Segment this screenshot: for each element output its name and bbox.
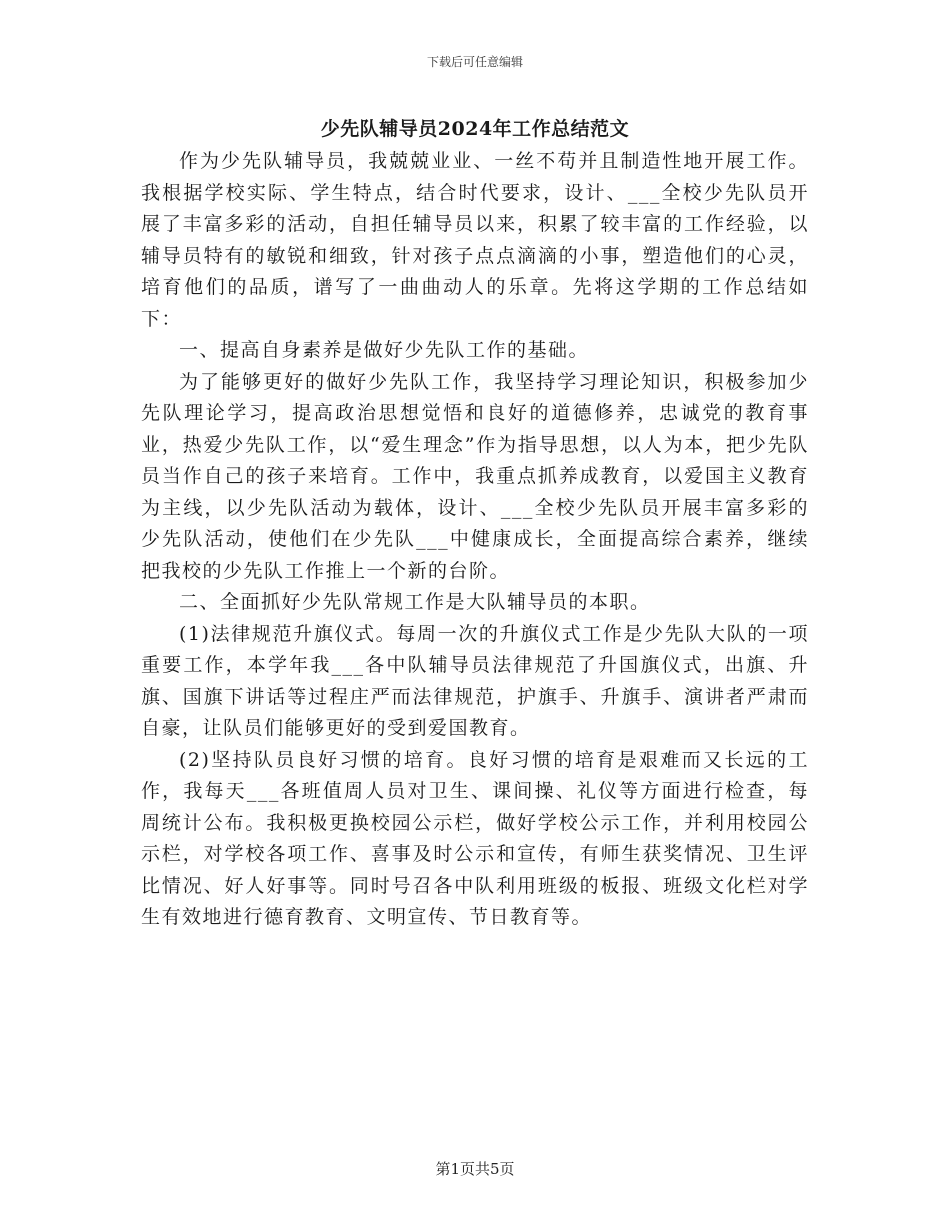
document-title: 少先队辅导员2024年工作总结范文 [320, 118, 630, 140]
header-note: 下载后可任意编辑 [426, 55, 523, 69]
document-body [141, 146, 809, 934]
section-heading-1: 一、提高自身素养是做好少先队工作的基础。 [179, 339, 590, 361]
paragraph-intro: 作为少先队辅导员，我兢兢业业、一丝不苟并且制造性地开展工作。我根据学校实际、学生特点，结合时代要求，设计、___全校少先队员开展了丰富多彩的活动，自担任辅导员以来，积累了较丰富的工作经验，以辅导员特有的敏锐和细致，针对孩子点点滴滴的小事，塑造他们的心灵，培育他们的品质，谱写了一曲曲动人的乐章。先将这学期的工作总结如下： [141, 150, 809, 330]
paragraph-item-2: (2)坚持队员良好习惯的培育。良好习惯的培育是艰难而又长远的工作，我每天___各班值周人员对卫生、课间操、礼仪等方面进行检查，每周统计公布。我积极更换校园公示栏，做好学校公示工作，并利用校园公示栏，对学校各项工作、喜事及时公示和宣传，有师生获奖情况、卫生评比情况、好人好事等。同时号召各中队利用班级的板报、班级文化栏对学生有效地进行德育教育、文明宣传、节日教育等。 [141, 748, 809, 928]
paragraph-item-1: (1)法律规范升旗仪式。每周一次的升旗仪式工作是少先队大队的一项重要工作，本学年我___各中队辅导员法律规范了升国旗仪式，出旗、升旗、国旗下讲话等过程庄严而法律规范，护旗手、升旗手、演讲者严肃而自豪，让队员们能够更好的受到爱国教育。 [141, 622, 809, 739]
page-number: 第1页共5页 [435, 1160, 515, 1178]
section-heading-2: 二、全面抓好少先队常规工作是大队辅导员的本职。 [179, 591, 651, 613]
paragraph-section-1: 为了能够更好的做好少先队工作，我坚持学习理论知识，积极参加少先队理论学习，提高政治思想觉悟和良好的道德修养，忠诚党的教育事业，热爱少先队工作，以“爱生理念”作为指导思想，以人为本，把少先队员当作自己的孩子来培育。工作中，我重点抓养成教育，以爱国主义教育为主线，以少先队活动为载体，设计、___全校少先队员开展丰富多彩的少先队活动，使他们在少先队___中健康成长，全面提高综合素养，继续把我校的少先队工作推上一个新的台阶。 [141, 370, 809, 582]
